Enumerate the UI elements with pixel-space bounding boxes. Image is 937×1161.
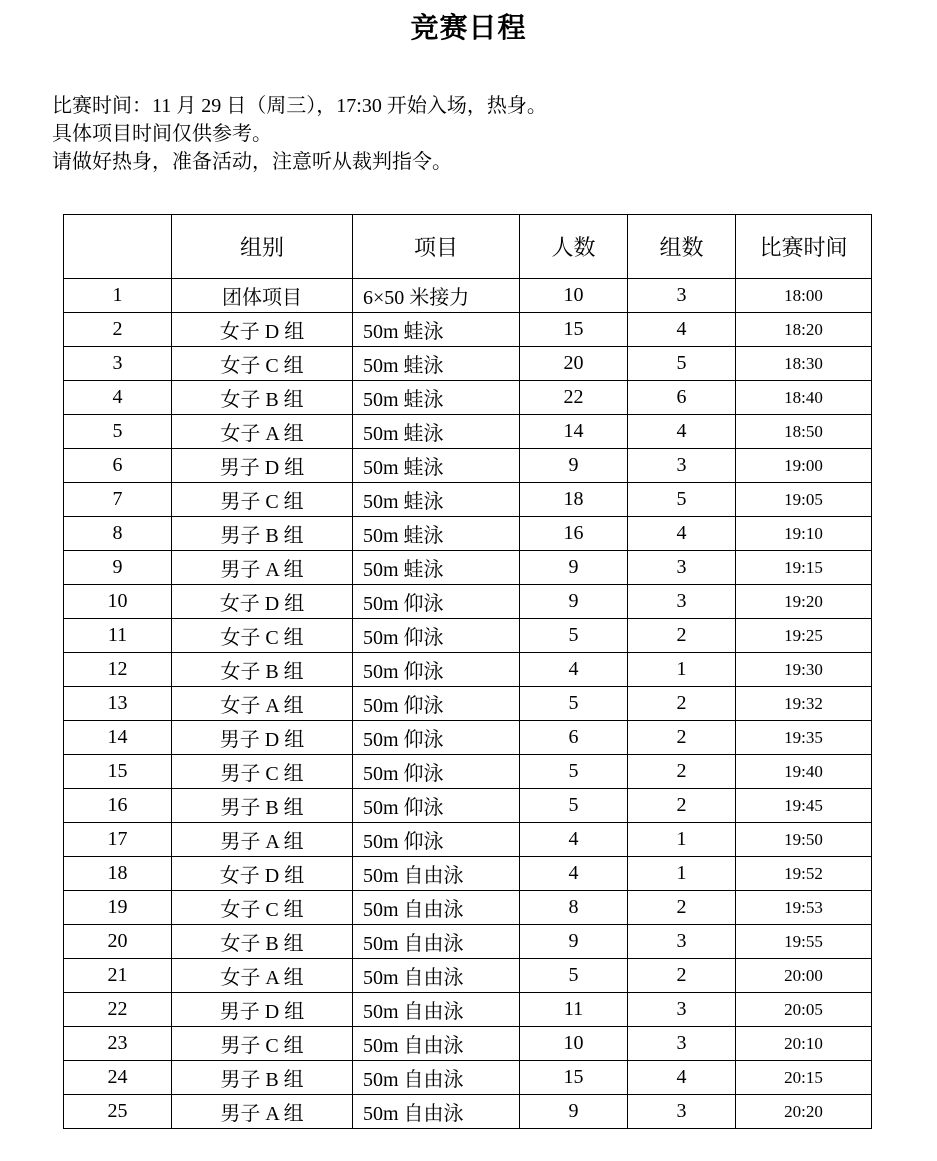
schedule-table (63, 214, 872, 1129)
table-row (64, 585, 872, 619)
note-reference-only: 具体项目时间仅供参考。 (52, 123, 272, 145)
table-row (64, 687, 872, 721)
cell-number: 18 (64, 857, 172, 891)
cell-heats: 1 (628, 857, 736, 891)
cell-heats: 4 (628, 517, 736, 551)
cell-people: 6 (520, 721, 628, 755)
cell-event: 50m 蛙泳 (353, 347, 520, 381)
cell-heats: 2 (628, 721, 736, 755)
cell-people: 15 (520, 313, 628, 347)
header-time: 比赛时间 (736, 215, 872, 279)
table-row (64, 415, 872, 449)
cell-event: 50m 仰泳 (353, 687, 520, 721)
cell-heats: 2 (628, 687, 736, 721)
table-row (64, 1095, 872, 1129)
cell-heats: 2 (628, 755, 736, 789)
cell-group: 女子 C 组 (172, 347, 353, 381)
cell-event: 50m 自由泳 (353, 891, 520, 925)
cell-heats: 1 (628, 823, 736, 857)
cell-group: 男子 D 组 (172, 721, 353, 755)
cell-people: 4 (520, 653, 628, 687)
cell-heats: 3 (628, 1095, 736, 1129)
cell-event: 50m 自由泳 (353, 993, 520, 1027)
cell-people: 5 (520, 619, 628, 653)
cell-people: 9 (520, 925, 628, 959)
cell-group: 男子 D 组 (172, 993, 353, 1027)
cell-heats: 1 (628, 653, 736, 687)
cell-number: 13 (64, 687, 172, 721)
cell-people: 9 (520, 449, 628, 483)
cell-people: 5 (520, 755, 628, 789)
cell-people: 5 (520, 789, 628, 823)
table-row (64, 857, 872, 891)
cell-time: 19:32 (736, 687, 872, 721)
cell-people: 9 (520, 551, 628, 585)
table-row (64, 1027, 872, 1061)
cell-event: 50m 蛙泳 (353, 381, 520, 415)
cell-people: 4 (520, 823, 628, 857)
cell-people: 8 (520, 891, 628, 925)
cell-event: 6×50 米接力 (353, 279, 520, 313)
cell-event: 50m 蛙泳 (353, 551, 520, 585)
table-row (64, 1061, 872, 1095)
cell-event: 50m 自由泳 (353, 1095, 520, 1129)
cell-number: 12 (64, 653, 172, 687)
cell-time: 19:10 (736, 517, 872, 551)
cell-people: 9 (520, 1095, 628, 1129)
cell-people: 20 (520, 347, 628, 381)
schedule-notes (52, 92, 912, 176)
table-row (64, 891, 872, 925)
cell-heats: 2 (628, 619, 736, 653)
table-row (64, 959, 872, 993)
cell-heats: 6 (628, 381, 736, 415)
table-row (64, 619, 872, 653)
cell-people: 5 (520, 687, 628, 721)
cell-people: 18 (520, 483, 628, 517)
table-row (64, 993, 872, 1027)
cell-number: 14 (64, 721, 172, 755)
cell-group: 男子 B 组 (172, 1061, 353, 1095)
cell-heats: 3 (628, 449, 736, 483)
cell-number: 15 (64, 755, 172, 789)
cell-heats: 3 (628, 279, 736, 313)
cell-time: 19:40 (736, 755, 872, 789)
cell-event: 50m 仰泳 (353, 585, 520, 619)
cell-heats: 3 (628, 585, 736, 619)
cell-number: 25 (64, 1095, 172, 1129)
cell-number: 11 (64, 619, 172, 653)
cell-number: 6 (64, 449, 172, 483)
cell-time: 20:05 (736, 993, 872, 1027)
cell-event: 50m 蛙泳 (353, 449, 520, 483)
cell-time: 19:05 (736, 483, 872, 517)
cell-people: 10 (520, 279, 628, 313)
cell-number: 4 (64, 381, 172, 415)
cell-group: 男子 B 组 (172, 789, 353, 823)
cell-people: 5 (520, 959, 628, 993)
table-row (64, 313, 872, 347)
cell-time: 18:20 (736, 313, 872, 347)
cell-group: 男子 B 组 (172, 517, 353, 551)
cell-people: 15 (520, 1061, 628, 1095)
cell-number: 20 (64, 925, 172, 959)
cell-event: 50m 自由泳 (353, 959, 520, 993)
cell-time: 20:10 (736, 1027, 872, 1061)
header-group: 组别 (172, 215, 353, 279)
table-row (64, 279, 872, 313)
cell-heats: 3 (628, 925, 736, 959)
cell-time: 19:35 (736, 721, 872, 755)
cell-time: 19:00 (736, 449, 872, 483)
cell-group: 女子 D 组 (172, 857, 353, 891)
cell-heats: 3 (628, 993, 736, 1027)
cell-time: 18:30 (736, 347, 872, 381)
cell-event: 50m 蛙泳 (353, 415, 520, 449)
cell-event: 50m 仰泳 (353, 619, 520, 653)
header-people: 人数 (520, 215, 628, 279)
cell-group: 男子 A 组 (172, 823, 353, 857)
cell-number: 2 (64, 313, 172, 347)
cell-group: 女子 A 组 (172, 687, 353, 721)
cell-number: 8 (64, 517, 172, 551)
cell-event: 50m 仰泳 (353, 823, 520, 857)
cell-people: 10 (520, 1027, 628, 1061)
cell-event: 50m 仰泳 (353, 789, 520, 823)
table-row (64, 517, 872, 551)
cell-group: 女子 A 组 (172, 415, 353, 449)
cell-event: 50m 仰泳 (353, 721, 520, 755)
cell-number: 19 (64, 891, 172, 925)
cell-event: 50m 蛙泳 (353, 313, 520, 347)
cell-group: 男子 C 组 (172, 483, 353, 517)
cell-people: 9 (520, 585, 628, 619)
header-event: 项目 (353, 215, 520, 279)
cell-time: 18:00 (736, 279, 872, 313)
cell-number: 21 (64, 959, 172, 993)
table-row (64, 449, 872, 483)
cell-heats: 4 (628, 415, 736, 449)
cell-people: 14 (520, 415, 628, 449)
table-row (64, 925, 872, 959)
cell-number: 5 (64, 415, 172, 449)
cell-number: 3 (64, 347, 172, 381)
cell-heats: 2 (628, 891, 736, 925)
cell-number: 23 (64, 1027, 172, 1061)
cell-people: 16 (520, 517, 628, 551)
cell-event: 50m 仰泳 (353, 755, 520, 789)
cell-time: 18:50 (736, 415, 872, 449)
cell-time: 19:45 (736, 789, 872, 823)
cell-time: 19:15 (736, 551, 872, 585)
cell-number: 22 (64, 993, 172, 1027)
cell-heats: 3 (628, 551, 736, 585)
cell-number: 1 (64, 279, 172, 313)
cell-number: 10 (64, 585, 172, 619)
cell-group: 女子 D 组 (172, 585, 353, 619)
cell-group: 女子 C 组 (172, 619, 353, 653)
cell-time: 20:20 (736, 1095, 872, 1129)
cell-event: 50m 蛙泳 (353, 517, 520, 551)
cell-number: 7 (64, 483, 172, 517)
note-match-time: 比赛时间：11 月 29 日（周三），17:30 开始入场，热身。 (52, 95, 547, 117)
cell-time: 19:50 (736, 823, 872, 857)
cell-time: 20:00 (736, 959, 872, 993)
cell-people: 22 (520, 381, 628, 415)
cell-time: 19:53 (736, 891, 872, 925)
cell-event: 50m 蛙泳 (353, 483, 520, 517)
cell-time: 19:20 (736, 585, 872, 619)
cell-time: 19:55 (736, 925, 872, 959)
cell-group: 男子 A 组 (172, 551, 353, 585)
table-row (64, 755, 872, 789)
cell-group: 女子 A 组 (172, 959, 353, 993)
cell-event: 50m 自由泳 (353, 925, 520, 959)
cell-group: 女子 B 组 (172, 925, 353, 959)
note-warmup-instructions: 请做好热身，准备活动，注意听从裁判指令。 (52, 151, 452, 173)
cell-heats: 4 (628, 1061, 736, 1095)
cell-heats: 2 (628, 789, 736, 823)
table-row (64, 721, 872, 755)
header-number (64, 215, 172, 279)
table-row (64, 653, 872, 687)
cell-group: 男子 C 组 (172, 1027, 353, 1061)
table-row (64, 483, 872, 517)
cell-group: 女子 B 组 (172, 381, 353, 415)
table-row (64, 551, 872, 585)
table-header-row (64, 215, 872, 279)
cell-time: 19:52 (736, 857, 872, 891)
cell-time: 20:15 (736, 1061, 872, 1095)
table-row (64, 347, 872, 381)
cell-group: 女子 C 组 (172, 891, 353, 925)
cell-event: 50m 仰泳 (353, 653, 520, 687)
cell-people: 11 (520, 993, 628, 1027)
cell-time: 19:25 (736, 619, 872, 653)
cell-group: 男子 C 组 (172, 755, 353, 789)
header-heats: 组数 (628, 215, 736, 279)
page-title: 竞赛日程 (410, 11, 527, 44)
cell-heats: 5 (628, 483, 736, 517)
cell-heats: 3 (628, 1027, 736, 1061)
cell-time: 18:40 (736, 381, 872, 415)
cell-heats: 5 (628, 347, 736, 381)
schedule-body (64, 279, 872, 1129)
cell-number: 9 (64, 551, 172, 585)
cell-number: 17 (64, 823, 172, 857)
cell-heats: 4 (628, 313, 736, 347)
cell-event: 50m 自由泳 (353, 857, 520, 891)
cell-event: 50m 自由泳 (353, 1061, 520, 1095)
cell-people: 4 (520, 857, 628, 891)
cell-group: 女子 B 组 (172, 653, 353, 687)
cell-number: 16 (64, 789, 172, 823)
table-row (64, 789, 872, 823)
cell-group: 男子 D 组 (172, 449, 353, 483)
cell-event: 50m 自由泳 (353, 1027, 520, 1061)
cell-group: 团体项目 (172, 279, 353, 313)
cell-group: 女子 D 组 (172, 313, 353, 347)
cell-group: 男子 A 组 (172, 1095, 353, 1129)
table-row (64, 823, 872, 857)
cell-time: 19:30 (736, 653, 872, 687)
cell-number: 24 (64, 1061, 172, 1095)
table-row (64, 381, 872, 415)
cell-heats: 2 (628, 959, 736, 993)
